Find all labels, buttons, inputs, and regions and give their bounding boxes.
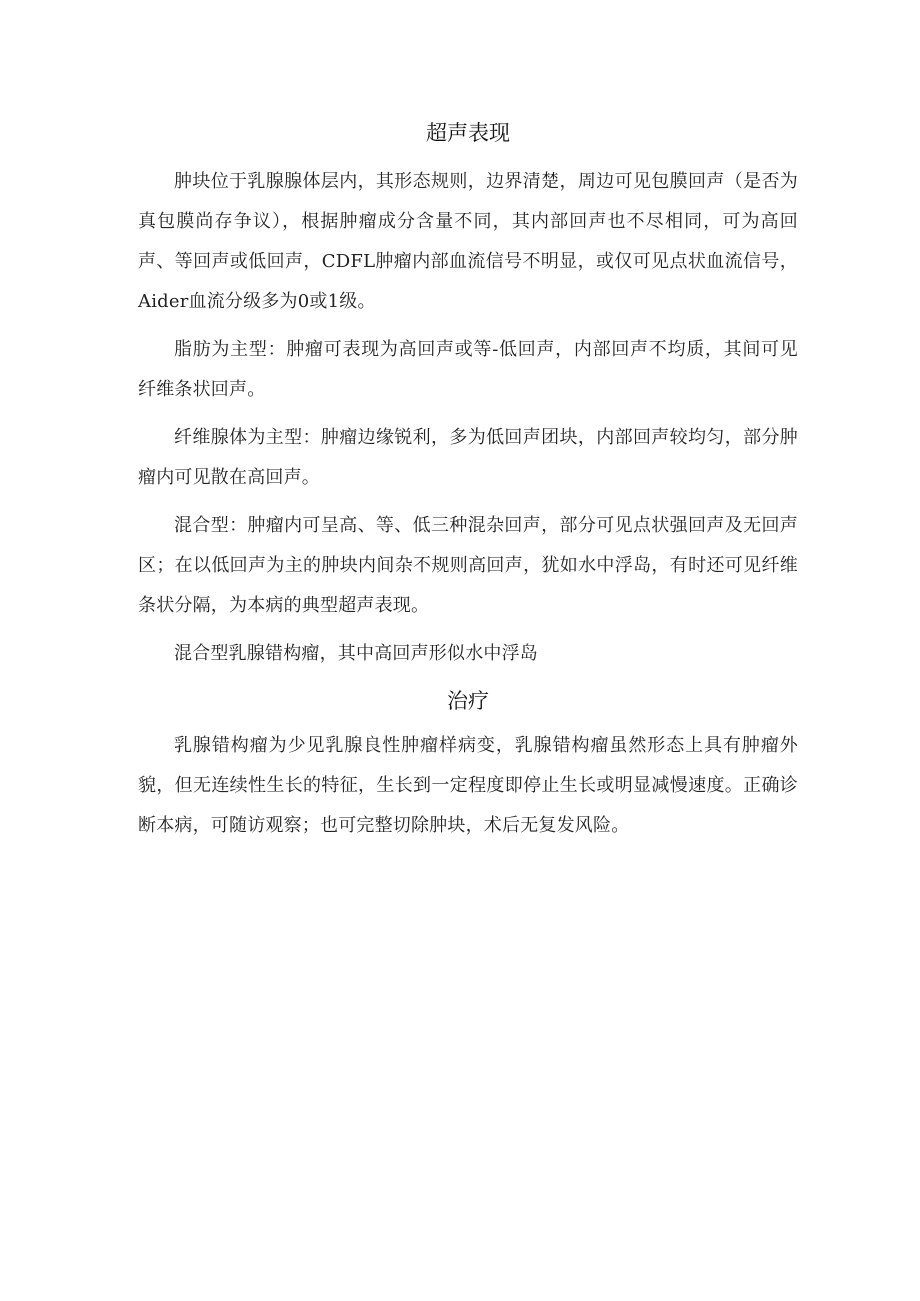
paragraph-mixed-type-caption: 混合型乳腺错构瘤，其中高回声形似水中浮岛: [174, 643, 538, 664]
section-heading-ultrasound: 超声表现: [426, 121, 510, 145]
paragraph-ultrasound-overview: 肿块位于乳腺腺体层内，其形态规则，边界清楚，周边可见包膜回声（是否为真包膜尚存争议），根据肿瘤成分含量不同，其内部回声也不尽相同，可为高回声、等回声或低回声，CDFL肿瘤内部血流信号不明显，或仅可见点状血流信号，Aider血流分级多为0或1级。: [138, 171, 798, 312]
document-page: [138, 118, 798, 854]
paragraph-mixed-type: 混合型：肿瘤内可呈高、等、低三种混杂回声，部分可见点状强回声及无回声区；在以低回声为主的肿块内间杂不规则高回声，犹如水中浮岛，有时还可见纤维条状分隔，为本病的典型超声表现。: [138, 515, 798, 616]
paragraph-fibroglandular-type: 纤维腺体为主型：肿瘤边缘锐利，多为低回声团块，内部回声较均匀，部分肿瘤内可见散在高回声。: [138, 427, 798, 488]
paragraph-treatment: 乳腺错构瘤为少见乳腺良性肿瘤样病变，乳腺错构瘤虽然形态上具有肿瘤外貌，但无连续性生长的特征，生长到一定程度即停止生长或明显减慢速度。正确诊断本病，可随访观察；也可完整切除肿块，术后无复发风险。: [138, 735, 798, 836]
section-heading-treatment: 治疗: [447, 689, 489, 713]
paragraph-fat-dominant-type: 脂肪为主型：肿瘤可表现为高回声或等-低回声，内部回声不均质，其间可见纤维条状回声。: [138, 339, 798, 400]
